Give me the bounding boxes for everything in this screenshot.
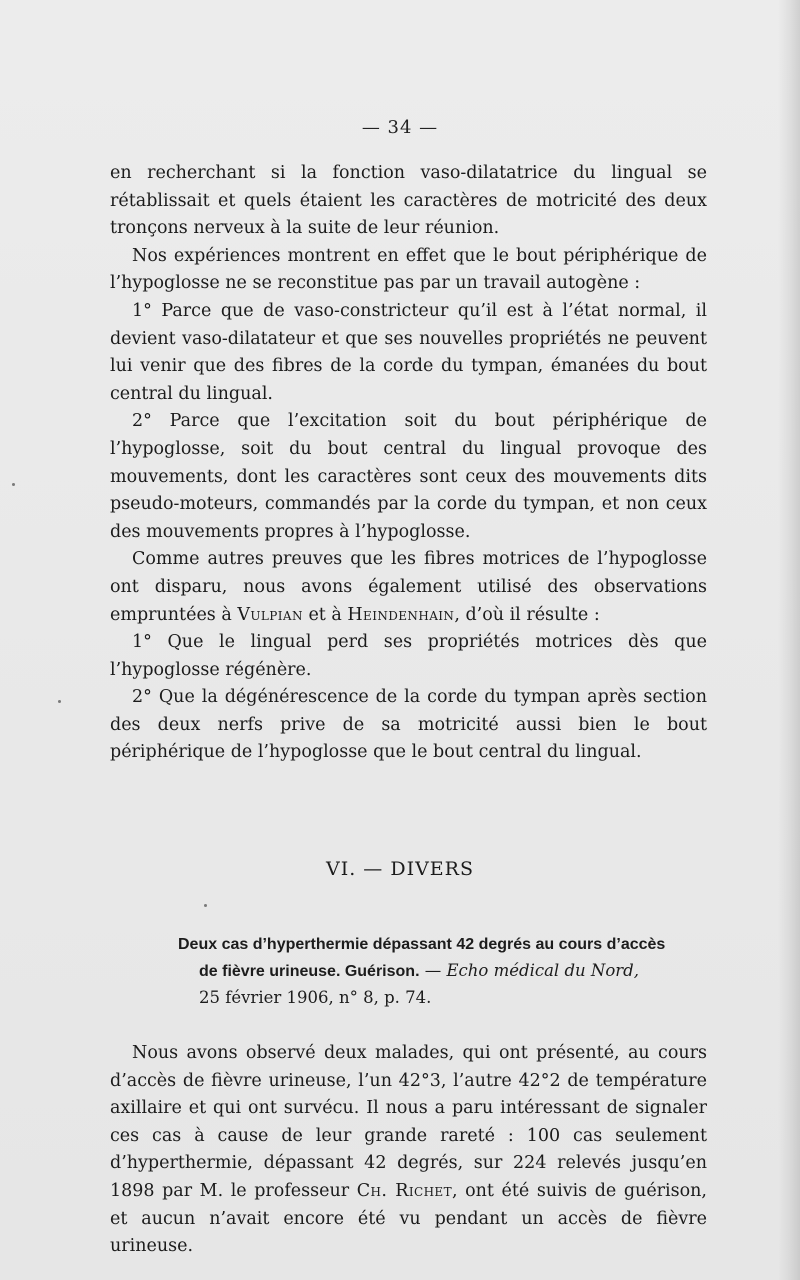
author-vulpian: Vulpian [237,604,303,625]
paper-speck [12,483,15,486]
paragraph-point-1: 1° Parce que de vaso-constricteur qu’il est à l’état normal, il devient vaso-dilatateur et que ses nouvelles propriétés ne peuvent lui venir que des fibres de la corde du tympan, émanées du bout central du lingual. [110,300,707,404]
author-richet: Ch. Richet [356,1180,452,1201]
page-number: — 34 — [361,117,439,138]
paper-speck [58,700,61,703]
reference-date-issue: 25 février 1906, n° 8, p. 74. [199,988,432,1007]
reference-title-line-2 [178,958,708,985]
paragraph-continuation: en recherchant si la fonction vaso-dilatatrice du lingual se rétablissait et quels étaient les caractères de motricité des deux tronçons nerveux à la suite de leur réunion. [110,163,707,239]
paragraph-other-proofs [110,546,707,629]
author-heindenhain: Heindenhain [347,604,455,625]
other-proofs-text: Comme autres preuves que les fibres motrices de l’hypoglosse ont disparu, nous avons également utilisé des observations empruntées à [110,549,707,625]
reference-dash: — [419,961,447,980]
paper-speck [204,904,207,907]
page-edge-shadow [778,0,800,1280]
reference-title-line-1: Deux cas d’hyperthermie dépassant 42 degrés au cours d’accès [178,936,666,953]
bottom-text-block [110,1040,707,1261]
case-report-text: Nous avons observé deux malades, qui ont présenté, au cours d’accès de fièvre urineuse, l’un 42°3, l’autre 42°2 de température axillaire et qui ont survécu. Il nous a paru intéressant de signaler ces cas à cause de leur grande rareté : 100 cas seulement d’hyperthermie, dépassant 42 degrés, sur 224 relevés jusqu’en 1898 par M. le professeur [110,1043,707,1201]
case-report-ending: , ont été suivis de guérison, et aucun n’avait encore été vu pendant un accès de fièvre urineuse. [110,1180,707,1257]
top-text-block [110,160,707,767]
paragraph-result-2: 2° Que la dégénérescence de la corde du tympan après section des deux nerfs prive de sa motricité aussi bien le bout périphérique de l’hypoglosse que le bout central du lingual. [110,687,707,763]
paragraph-experiences: Nos expériences montrent en effet que le bout périphérique de l’hypoglosse ne se reconstitue pas par un travail autogène : [110,245,707,294]
paragraph-case-report [110,1040,707,1261]
other-proofs-ending: , d’où il résulte : [454,604,600,625]
paragraph-result-1: 1° Que le lingual perd ses propriétés motrices dès que l’hypoglosse régénère. [110,632,707,680]
reference-journal: Echo médical du Nord, [446,961,639,980]
other-proofs-conjunction: et à [302,604,348,625]
section-heading: VI. — DIVERS [326,858,474,880]
bibliographic-reference [178,932,708,1011]
paragraph-point-2: 2° Parce que l’excitation soit du bout périphérique de l’hypoglosse, soit du bout central du lingual provoque des mouvements, dont les caractères sont ceux des mouvements dits pseudo-moteurs, commandés par la corde du tympan, et non ceux des mouvements propres à l’hypoglosse. [110,411,707,542]
reference-title-end: de fièvre urineuse. Guérison. [199,963,420,980]
